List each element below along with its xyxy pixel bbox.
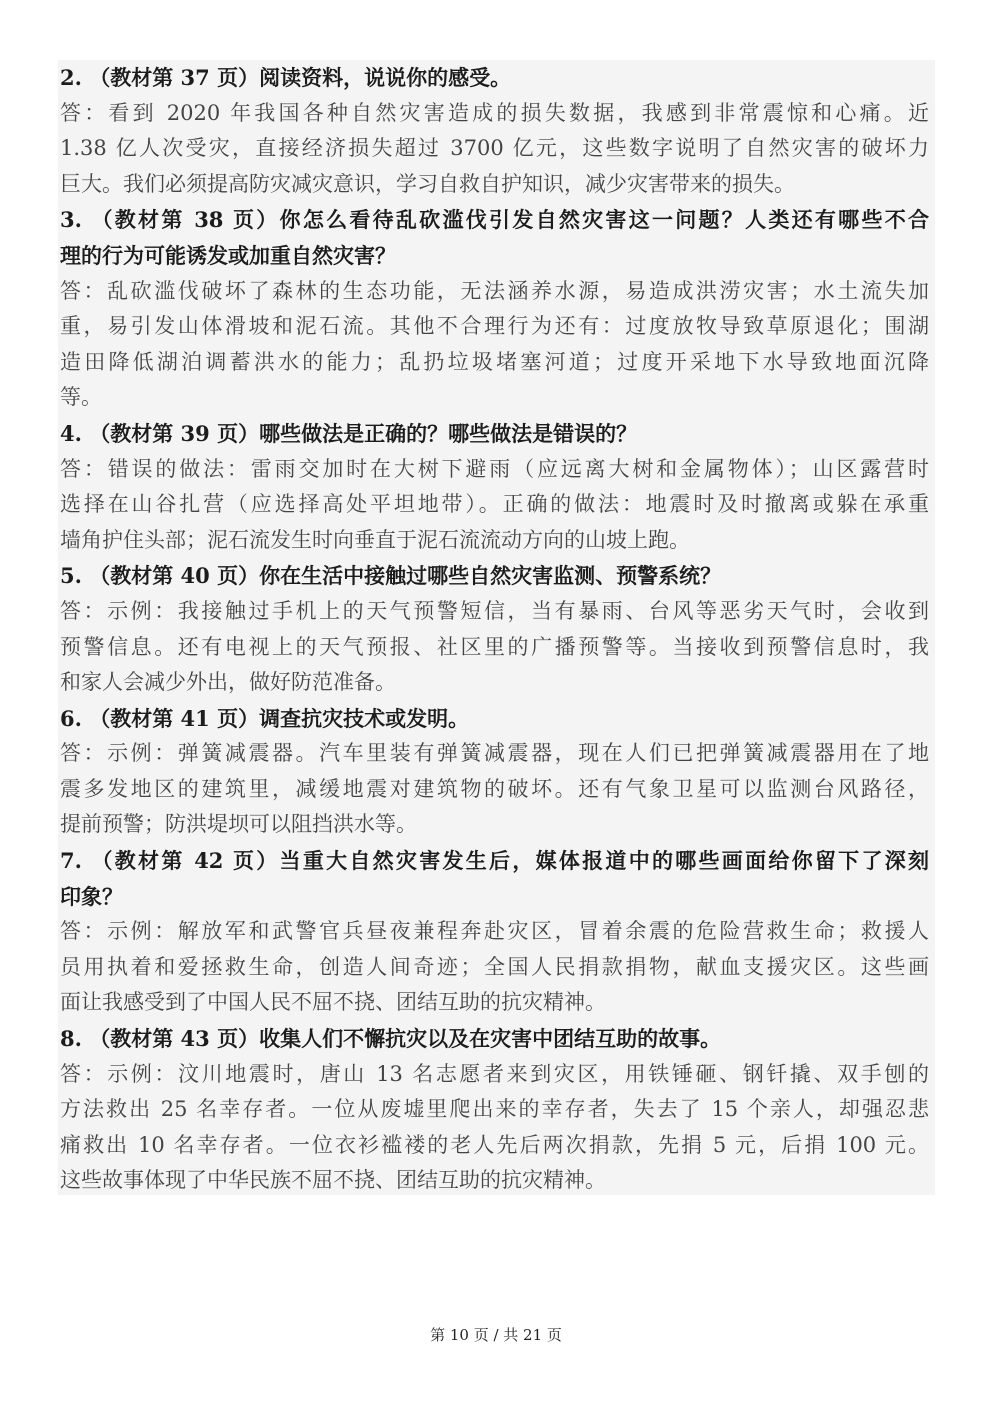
answer-6-line-2: 震多发地区的建筑里，减缓地震对建筑物的破坏。还有气象卫星可以监测台风路径， — [60, 776, 929, 801]
answer-5-line-1: 答：示例：我接触过手机上的天气预警短信，当有暴雨、台风等恶劣天气时，会收到 — [60, 598, 929, 623]
page-number-footer: 第 10 页 / 共 21 页 — [430, 1326, 562, 1344]
answer-8-line-4: 这些故事体现了中华民族不屈不挠、团结互助的抗灾精神。 — [60, 1168, 606, 1193]
answer-8-line-1: 答：示例：汶川地震时，唐山 13 名志愿者来到灾区，用铁锤砸、钢钎撬、双手刨的 — [60, 1061, 929, 1086]
qa-item-3 — [60, 202, 929, 416]
answer-3-line-2: 重，易引发山体滑坡和泥石流。其他不合理行为还有：过度放牧导致草原退化；围湖 — [60, 314, 929, 339]
question-5-line-1: 5. （教材第 40 页）你在生活中接触过哪些自然灾害监测、预警系统？ — [60, 563, 722, 589]
qa-item-6 — [60, 701, 929, 843]
answer-6-line-1: 答：示例：弹簧减震器。汽车里装有弹簧减震器，现在人们已把弹簧减震器用在了地 — [60, 741, 929, 766]
question-2-line-1: 2. （教材第 37 页）阅读资料，说说你的感受。 — [60, 65, 512, 90]
answer-5-line-3: 和家人会减少外出，做好防范准备。 — [60, 670, 396, 695]
question-3-line-2: 理的行为可能诱发或加重自然灾害？ — [60, 242, 396, 268]
question-8-line-1: 8. （教材第 43 页）收集人们不懈抗灾以及在灾害中团结互助的故事。 — [60, 1026, 722, 1052]
question-7-line-2: 印象？ — [60, 883, 123, 909]
qa-item-4 — [60, 416, 929, 558]
question-6-line-1: 6. （教材第 41 页）调查抗灾技术或发明。 — [60, 705, 470, 731]
answer-2-line-3: 巨大。我们必须提高防灾减灾意识，学习自救自护知识，减少灾害带来的损失。 — [60, 171, 795, 196]
question-7-line-1: 7. （教材第 42 页）当重大自然灾害发生后，媒体报道中的哪些画面给你留下了深刻 — [60, 848, 929, 874]
answer-4-line-3: 墙角护住头部；泥石流发生时向垂直于泥石流流动方向的山坡上跑。 — [60, 527, 690, 552]
answer-7-line-2: 员用执着和爱拯救生命，创造人间奇迹；全国人民捐款捐物，献血支援灾区。这些画 — [60, 954, 929, 979]
answer-3-line-1: 答：乱砍滥伐破坏了森林的生态功能，无法涵养水源，易造成洪涝灾害；水土流失加 — [60, 278, 929, 303]
qa-item-7 — [60, 843, 929, 1021]
qa-item-8 — [60, 1021, 929, 1199]
answer-7-line-3: 面让我感受到了中国人民不屈不挠、团结互助的抗灾精神。 — [60, 990, 606, 1015]
answer-4-line-2: 选择在山谷扎营（应选择高处平坦地带）。正确的做法：地震时及时撤离或躲在承重 — [60, 492, 929, 517]
answer-4-line-1: 答：错误的做法：雷雨交加时在大树下避雨（应远离大树和金属物体）；山区露营时 — [60, 456, 929, 481]
answer-3-line-3: 造田降低湖泊调蓄洪水的能力；乱扔垃圾堵塞河道；过度开采地下水导致地面沉降 — [60, 349, 929, 374]
answer-8-line-2: 方法救出 25 名幸存者。一位从废墟里爬出来的幸存者，失去了 15 个亲人，却强忍悲 — [60, 1097, 929, 1122]
qa-item-2 — [60, 60, 929, 202]
answer-8-line-3: 痛救出 10 名幸存者。一位衣衫褴褛的老人先后两次捐款，先捐 5 元，后捐 100 元。 — [60, 1132, 929, 1157]
answer-5-line-2: 预警信息。还有电视上的天气预报、社区里的广播预警等。当接收到预警信息时，我 — [60, 634, 929, 659]
qa-item-5 — [60, 558, 929, 700]
question-4-line-1: 4. （教材第 39 页）哪些做法是正确的？哪些做法是错误的？ — [60, 420, 638, 446]
answer-7-line-1: 答：示例：解放军和武警官兵昼夜兼程奔赴灾区，冒着余震的危险营救生命；救援人 — [60, 919, 929, 944]
answer-2-line-1: 答：看到 2020 年我国各种自然灾害造成的损失数据，我感到非常震惊和心痛。近 — [60, 100, 929, 125]
answer-3-line-4: 等。 — [60, 385, 102, 410]
answer-2-line-2: 1.38 亿人次受灾，直接经济损失超过 3700 亿元，这些数字说明了自然灾害的破坏力 — [60, 136, 929, 161]
answer-6-line-3: 提前预警；防洪堤坝可以阻挡洪水等。 — [60, 812, 417, 837]
question-3-line-1: 3. （教材第 38 页）你怎么看待乱砍滥伐引发自然灾害这一问题？人类还有哪些不合 — [60, 207, 929, 233]
qa-content-block — [58, 60, 935, 1195]
